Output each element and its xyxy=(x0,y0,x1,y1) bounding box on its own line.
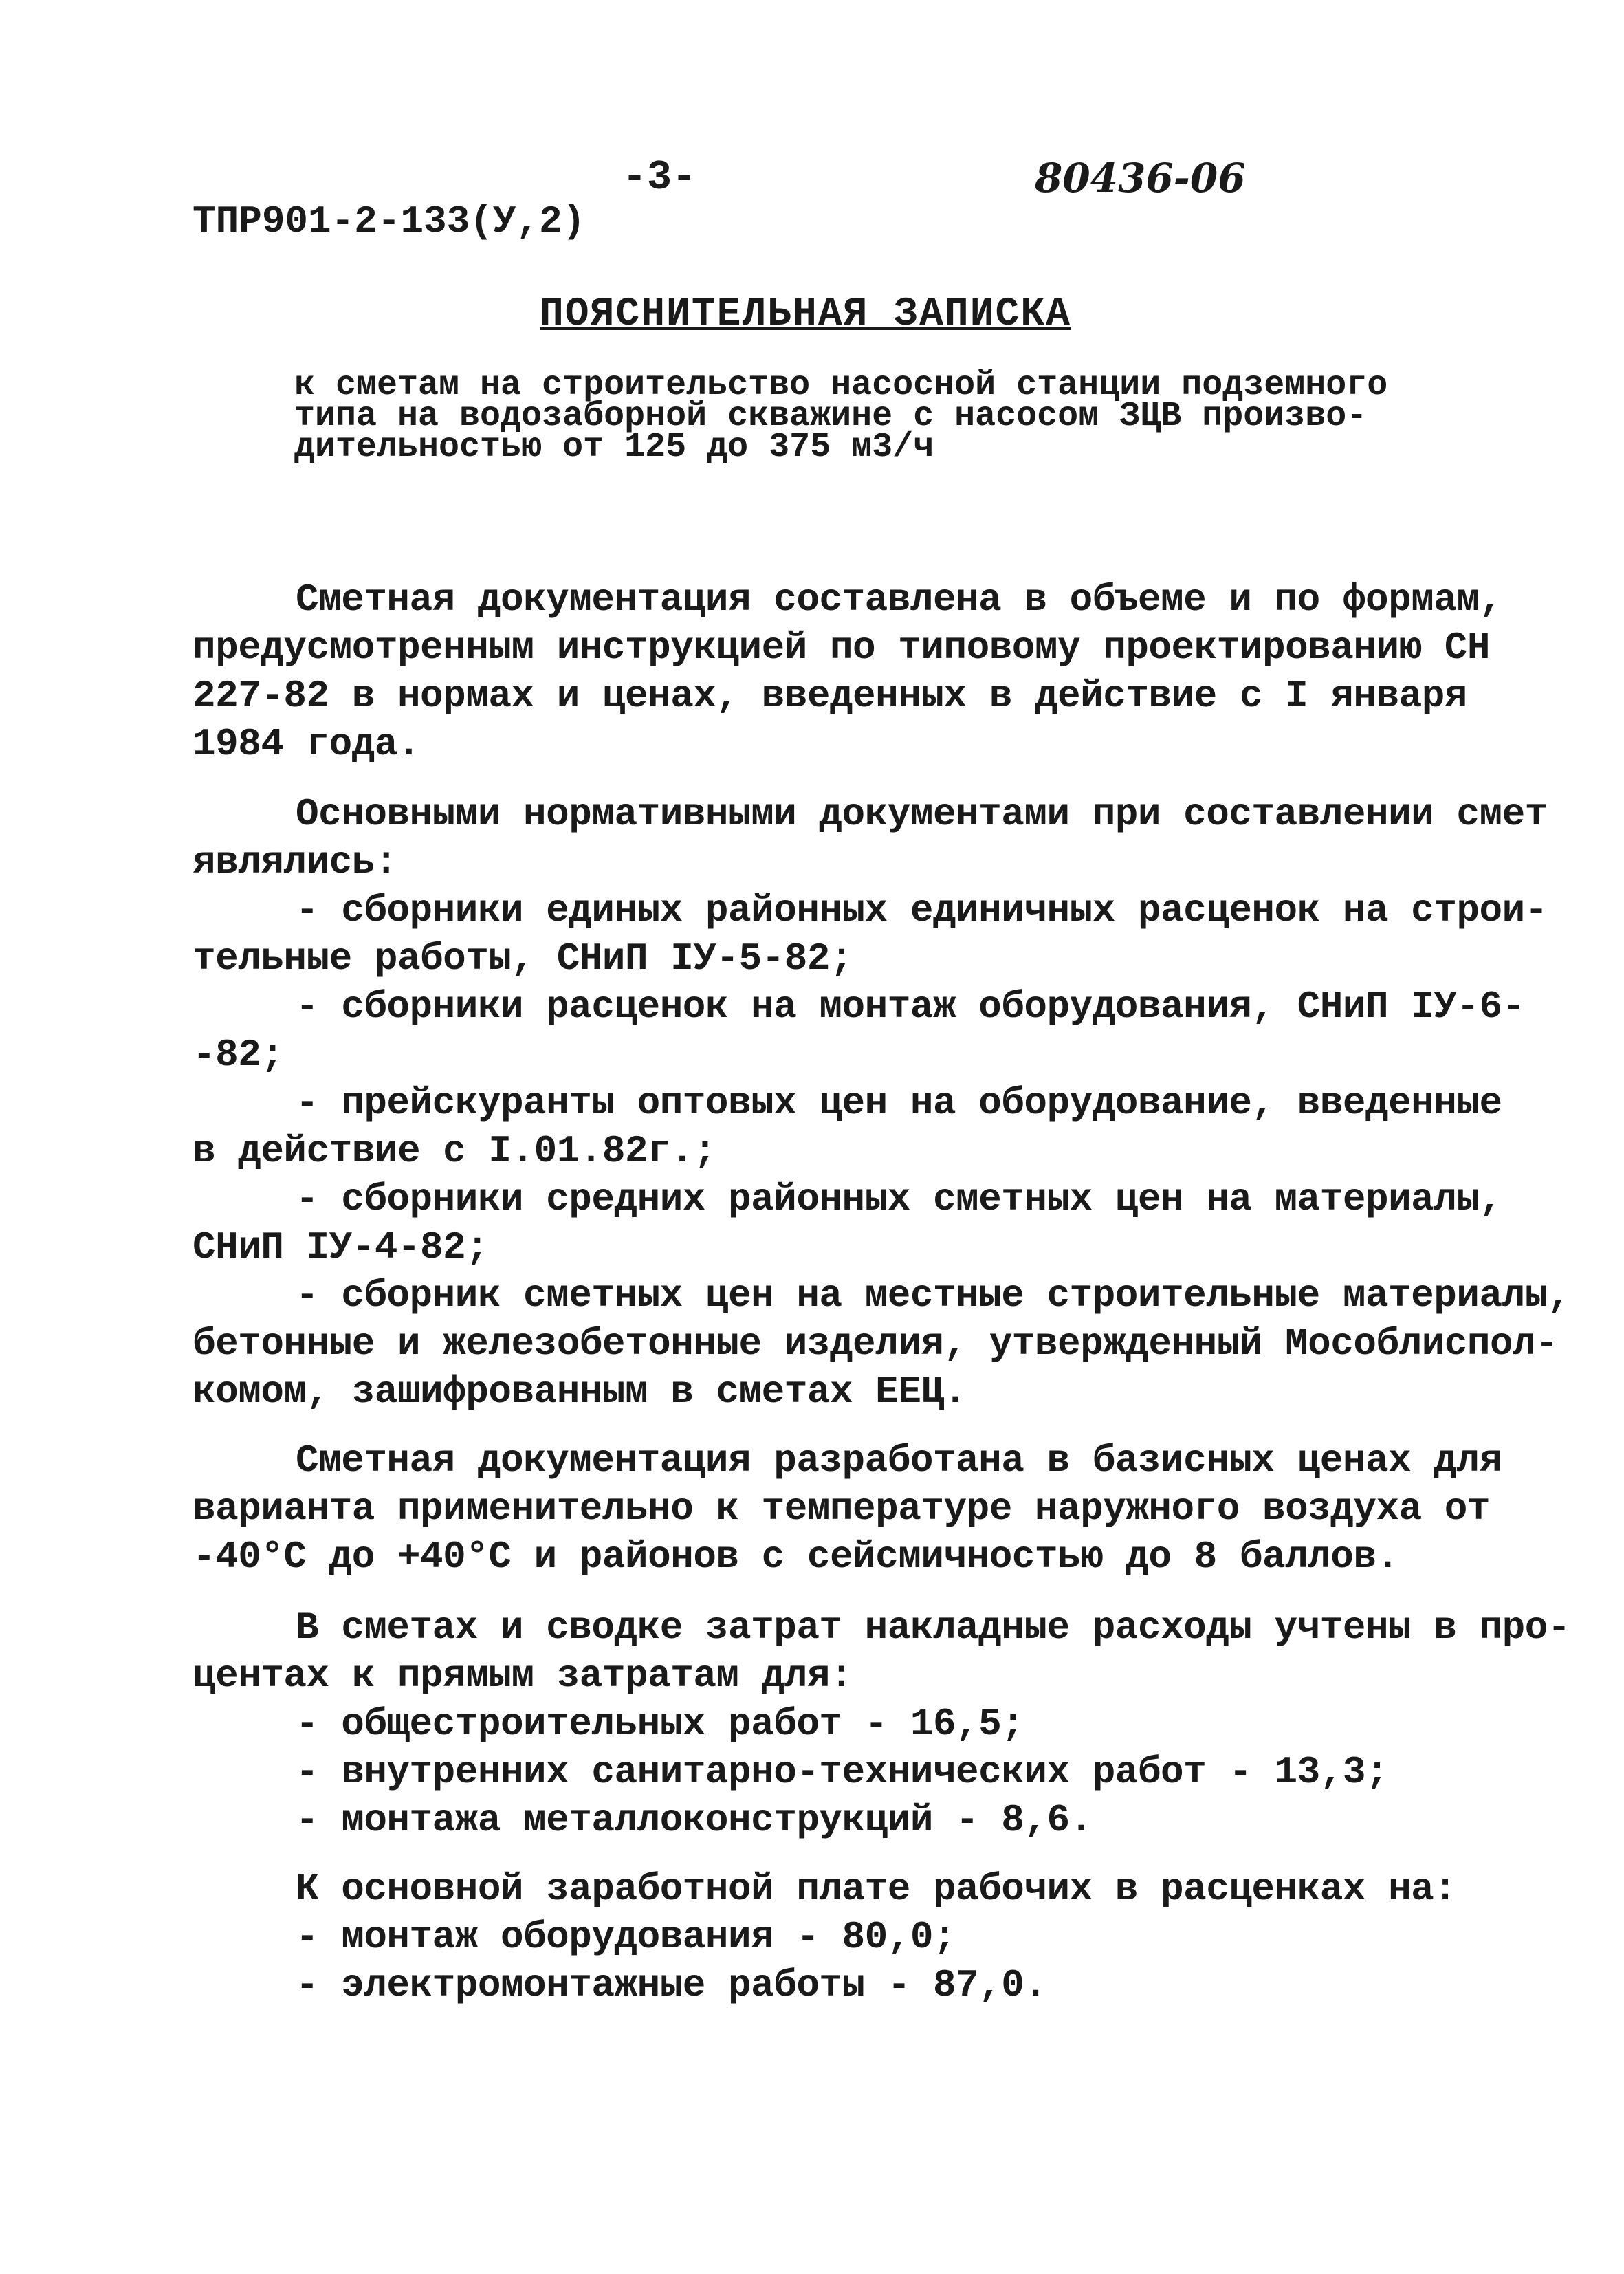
text-line: 1984 года. xyxy=(193,722,421,766)
text-line: - сборники единых районных единичных расценок на строи- xyxy=(296,888,1548,932)
text-line: - сборники расценок на монтаж оборудования, СНиП IУ-6- xyxy=(296,985,1525,1029)
text-line: -40°С до +40°С и районов с сейсмичностью до 8 баллов. xyxy=(193,1535,1399,1579)
document-code: ТПР901-2-133(У,2) xyxy=(193,199,586,243)
text-line: 227-82 в нормах и ценах, введенных в действие с I января xyxy=(193,674,1467,718)
text-line: К основной заработной плате рабочих в расценках на: xyxy=(296,1867,1457,1911)
text-line: являлись: xyxy=(193,840,397,884)
page-number: -3- xyxy=(622,155,697,201)
text-line: Сметная документация составлена в объеме и по формам, xyxy=(296,578,1502,622)
text-line: - электромонтажные работы - 87,0. xyxy=(296,1963,1047,2007)
text-line: - монтаж оборудования - 80,0; xyxy=(296,1915,956,1959)
text-line: -82; xyxy=(193,1033,284,1077)
text-line: В сметах и сводке затрат накладные расходы учтены в про- xyxy=(296,1606,1570,1650)
text-line: - внутренних санитарно-технических работ - 13,3; xyxy=(296,1750,1389,1794)
text-line: тельные работы, СНиП IУ-5-82; xyxy=(193,937,853,981)
text-line: центах к прямым затратам для: xyxy=(193,1654,853,1698)
text-line: - сборник сметных цен на местные строительные материалы, xyxy=(296,1273,1570,1318)
text-line: Сметная документация разработана в базисных ценах для xyxy=(296,1439,1502,1483)
text-line: Основными нормативными документами при составлении смет xyxy=(296,792,1548,836)
document-title: ПОЯСНИТЕЛЬНАЯ ЗАПИСКА xyxy=(540,292,1071,337)
handwritten-code: 80436-06 xyxy=(1035,155,1246,201)
text-line: СНиП IУ-4-82; xyxy=(193,1225,489,1269)
text-line: - прейскуранты оптовых цен на оборудование, введенные xyxy=(296,1081,1502,1125)
text-line: - сборники средних районных сметных цен на материалы, xyxy=(296,1177,1502,1221)
subtitle-line: к сметам на строительство насосной станции подземного xyxy=(294,366,1388,405)
text-line: бетонные и железобетонные изделия, утвержденный Мособлиспол- xyxy=(193,1322,1559,1366)
document-subtitle xyxy=(294,366,1422,467)
text-line: - монтажа металлоконструкций - 8,6. xyxy=(296,1798,1093,1842)
text-line: варианта применительно к температуре наружного воздуха от xyxy=(193,1487,1491,1531)
subtitle-line: дительностью от 125 до 375 м3/ч xyxy=(294,428,934,467)
text-line: - общестроительных работ - 16,5; xyxy=(296,1702,1024,1746)
text-line: предусмотренным инструкцией по типовому проектированию СН xyxy=(193,626,1491,670)
text-line: комом, зашифрованным в сметах ЕЕЦ. xyxy=(193,1370,967,1414)
text-line: в действие с I.01.82г.; xyxy=(193,1129,716,1173)
subtitle-line: типа на водозаборной скважине с насосом ЗЦВ произво- xyxy=(294,397,1368,436)
